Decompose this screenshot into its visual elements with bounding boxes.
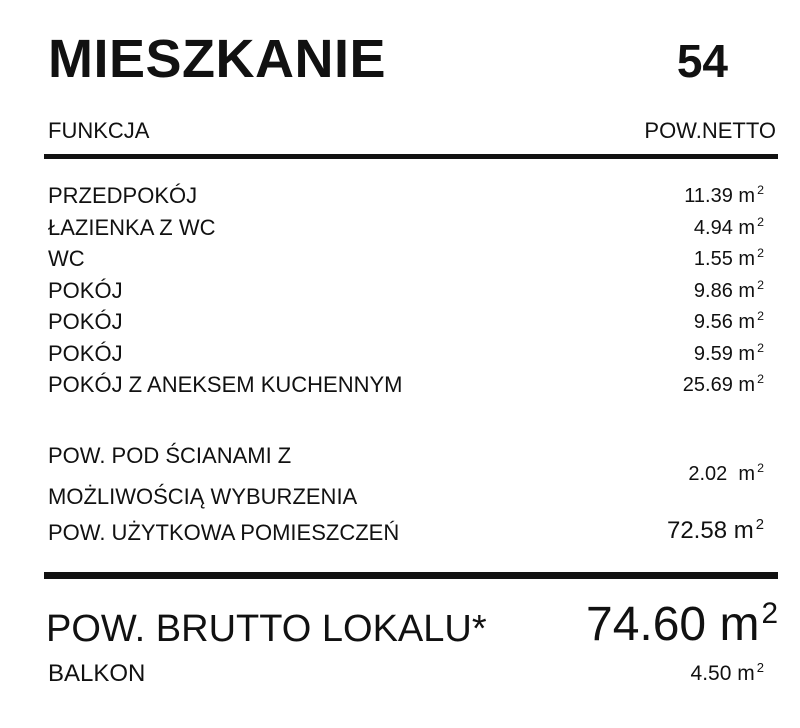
room-area: 9.59 m $^2$ (693, 340, 764, 365)
room-row (0, 181, 800, 213)
room-row (0, 213, 800, 245)
room-name: PRZEDPOKÓJ (48, 183, 198, 208)
room-area: 9.86 m $^2$ (693, 277, 764, 302)
balcony-label: BALKON (48, 660, 146, 687)
room-name: POKÓJ Z ANEKSEM KUCHENNYM (48, 372, 403, 397)
apartment-number: 54 (676, 35, 728, 87)
column-header-net-area: POW.NETTO (644, 118, 776, 143)
room-name: POKÓJ (48, 309, 123, 334)
room-area: 25.69 m $^2$ (682, 372, 764, 396)
header-divider (44, 154, 778, 159)
room-row (0, 370, 800, 402)
summary-divider (44, 572, 778, 579)
usable-area-value: 72.58 m $^2$ (666, 517, 764, 544)
room-row (0, 307, 800, 339)
room-name: POKÓJ (48, 340, 123, 366)
room-row (0, 339, 800, 371)
balcony-area-value: 4.50 m $^2$ (690, 660, 764, 685)
room-area: 1.55 m $^2$ (693, 246, 764, 270)
wall-area-label-line2: MOŻLIWOŚCIĄ WYBURZENIA (48, 484, 358, 509)
usable-area-label: POW. UŻYTKOWA POMIESZCZEŃ (48, 520, 400, 545)
room-name: ŁAZIENKA Z WC (48, 214, 216, 240)
gross-area-value: 74.60 $m^2$ (586, 597, 778, 651)
wall-area-value: 2.02 m $^2$ (688, 461, 764, 485)
room-row (0, 244, 800, 276)
room-area: 9.56 m $^2$ (693, 309, 764, 333)
apartment-title: MIESZKANIE (48, 29, 387, 89)
room-name: POKÓJ (48, 277, 123, 303)
column-header-function: FUNKCJA (48, 118, 150, 143)
room-area: 4.94 m $^2$ (693, 214, 764, 239)
wall-area-label-line1: POW. POD ŚCIANAMI Z (48, 443, 292, 468)
room-list (0, 181, 800, 402)
gross-area-label: POW. BRUTTO LOKALU* (46, 608, 487, 650)
room-name: WC (48, 246, 85, 271)
room-row (0, 276, 800, 308)
room-area: 11.39 m $^2$ (684, 183, 764, 207)
